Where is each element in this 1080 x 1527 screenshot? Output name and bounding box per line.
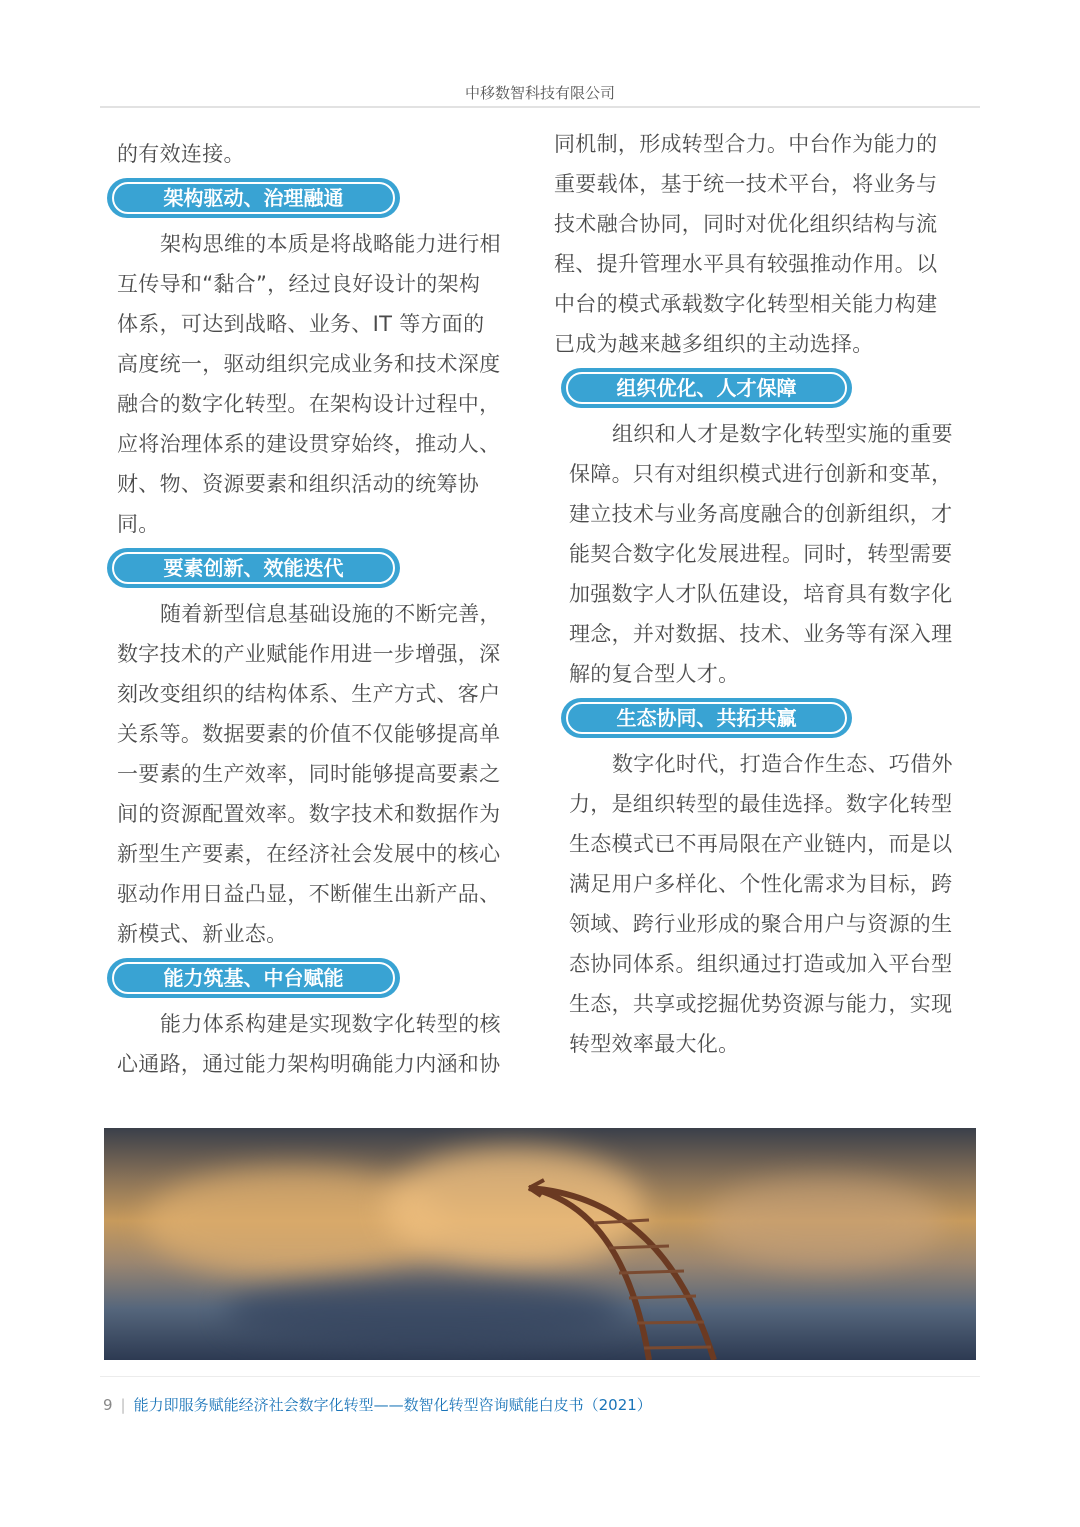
paragraph-line: 能契合数字化发展进程。同时，转型需要 (569, 542, 953, 566)
footer-separator: | (120, 1396, 126, 1414)
paragraph-line: 技术融合协同，同时对优化组织结构与流 (554, 212, 938, 236)
paragraph (569, 414, 953, 694)
paragraph-line: 驱动作用日益凸显，不断催生出新产品、 (117, 882, 501, 906)
paragraph-line: 力，是组织转型的最佳选择。数字化转型 (569, 792, 953, 816)
paragraph-line: 新模式、新业态。 (117, 922, 288, 946)
paragraph-line: 心通路，通过能力架构明确能力内涵和协 (117, 1052, 501, 1076)
paragraph-line: 应将治理体系的建设贯穿始终，推动人、 (117, 432, 501, 456)
paragraph-line: 领域、跨行业形成的聚合用户与资源的生 (569, 912, 953, 936)
paragraph-line: 中台的模式承载数字化转型相关能力构建 (554, 292, 938, 316)
paragraph (117, 224, 501, 544)
paragraph-line: 重要载体，基于统一技术平台，将业务与 (554, 172, 938, 196)
paragraph-line: 互传导和“黏合”，经过良好设计的架构 (117, 272, 481, 296)
paragraph-line: 能力体系构建是实现数字化转型的核 (160, 1012, 501, 1036)
paragraph (554, 124, 937, 364)
paragraph-line: 架构思维的本质是将战略能力进行相 (160, 232, 501, 256)
paragraph (117, 134, 245, 174)
ladder-illustration (104, 1128, 976, 1360)
paragraph-line: 组织和人才是数字化转型实施的重要 (612, 422, 953, 446)
section-heading-text: 组织优化、人才保障 (616, 376, 797, 400)
paragraph-line: 态协同体系。组织通过打造或加入平台型 (569, 952, 953, 976)
page-number: 9 (103, 1396, 113, 1414)
paragraph-line: 加强数字人才队伍建设，培育具有数字化 (569, 582, 953, 606)
section-heading (561, 698, 852, 738)
section-heading (107, 178, 400, 218)
sky-ladder-image (104, 1128, 976, 1360)
footer-title: 能力即服务赋能经济社会数字化转型——数智化转型咨询赋能白皮书（2021） (133, 1396, 652, 1414)
footer (103, 1394, 652, 1415)
footer-divider (100, 1376, 980, 1377)
paragraph-line: 数字技术的产业赋能作用进一步增强，深 (117, 642, 501, 666)
paragraph-line: 生态模式已不再局限在产业链内，而是以 (569, 832, 953, 856)
paragraph-line: 理念，并对数据、技术、业务等有深入理 (569, 622, 953, 646)
section-heading-text: 生态协同、共拓共赢 (616, 706, 797, 730)
paragraph-line: 生态，共享或挖掘优势资源与能力，实现 (569, 992, 953, 1016)
paragraph (569, 744, 953, 1064)
paragraph (117, 1004, 501, 1084)
section-heading-text: 能力筑基、中台赋能 (163, 966, 344, 990)
paragraph-line: 融合的数字化转型。在架构设计过程中， (117, 392, 501, 416)
header-company: 中移数智科技有限公司 (464, 84, 615, 102)
paragraph-line: 高度统一，驱动组织完成业务和技术深度 (117, 352, 501, 376)
section-heading-text: 要素创新、效能迭代 (163, 556, 344, 580)
paragraph-line: 一要素的生产效率，同时能够提高要素之 (117, 762, 501, 786)
paragraph-line: 财、物、资源要素和组织活动的统筹协 (117, 472, 480, 496)
paragraph-line: 保障。只有对组织模式进行创新和变革， (569, 462, 953, 486)
paragraph-line: 间的资源配置效率。数字技术和数据作为 (117, 802, 501, 826)
paragraph-line: 新型生产要素，在经济社会发展中的核心 (117, 842, 501, 866)
section-heading (561, 368, 852, 408)
paragraph-line: 体系，可达到战略、业务、IT 等方面的 (117, 312, 485, 336)
section-heading (107, 548, 400, 588)
paragraph-line: 同机制，形成转型合力。中台作为能力的 (554, 132, 938, 156)
paragraph-line: 随着新型信息基础设施的不断完善， (160, 602, 501, 626)
section-heading (107, 958, 400, 998)
paragraph-line: 解的复合型人才。 (569, 662, 740, 686)
section-heading-text: 架构驱动、治理融通 (163, 186, 344, 210)
paragraph-line: 建立技术与业务高度融合的创新组织，才 (569, 502, 953, 526)
paragraph-line: 转型效率最大化。 (569, 1032, 740, 1056)
paragraph-line: 已成为越来越多组织的主动选择。 (554, 332, 874, 356)
header-divider (100, 106, 980, 108)
paragraph-line: 同。 (117, 512, 160, 536)
paragraph-line: 数字化时代，打造合作生态、巧借外 (612, 752, 953, 776)
paragraph-line: 程、提升管理水平具有较强推动作用。以 (554, 252, 938, 276)
paragraph-line: 的有效连接。 (117, 142, 245, 166)
paragraph (117, 594, 501, 954)
paragraph-line: 刻改变组织的结构体系、生产方式、客户 (117, 682, 501, 706)
paragraph-line: 关系等。数据要素的价值不仅能够提高单 (117, 722, 501, 746)
paragraph-line: 满足用户多样化、个性化需求为目标，跨 (569, 872, 953, 896)
